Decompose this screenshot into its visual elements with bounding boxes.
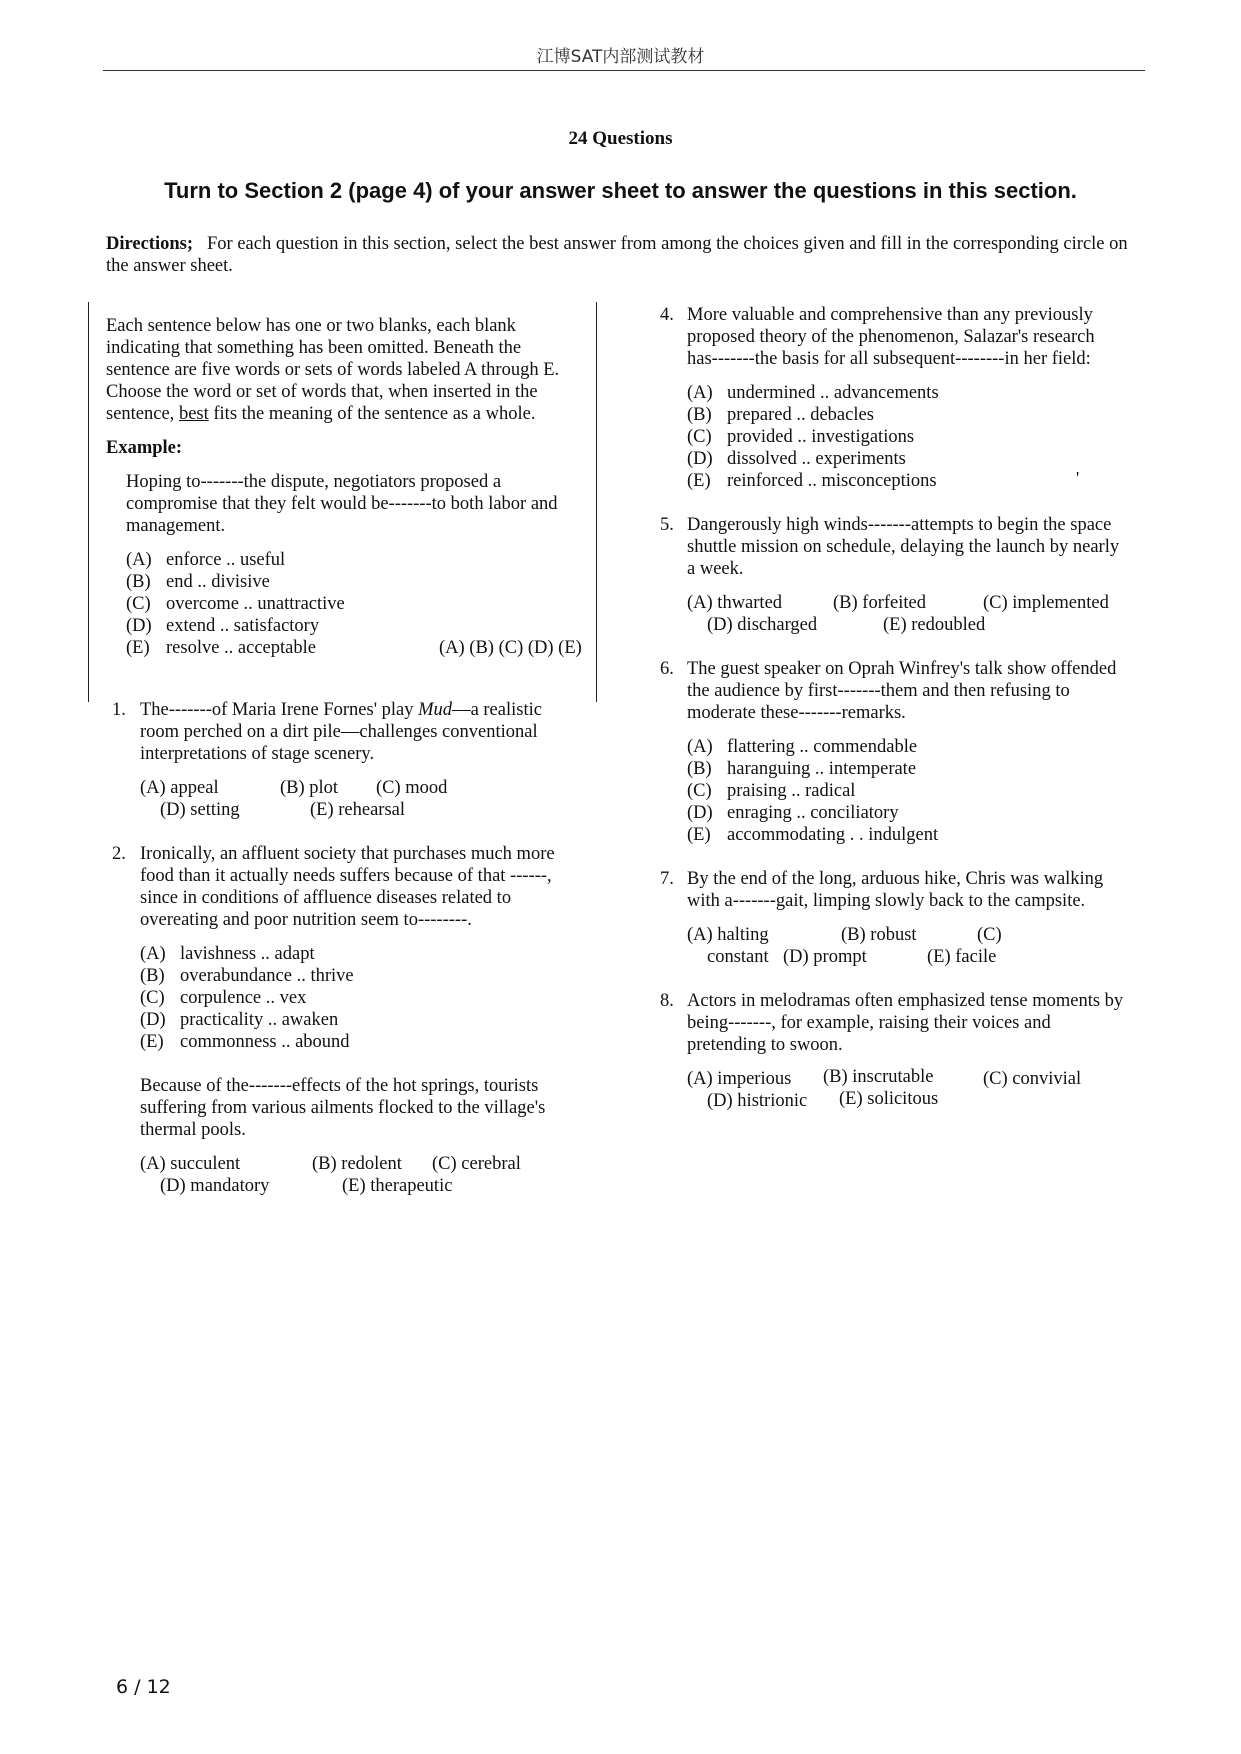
- choice: (C) provided .. investigations: [687, 427, 915, 447]
- choice: (A) flattering .. commendable: [687, 737, 918, 757]
- choice-b: (B) robust: [841, 925, 917, 945]
- section-instruction: Turn to Section 2 (page 4) of your answer sheet to answer the questions in this section.: [164, 178, 1077, 203]
- question-7: 7. By the end of the long, arduous hike, Chris was walking with a-------gait, limping slowly back to the campsite. (A) halting (B) robust (C) constant (D) prompt (E) facile: [660, 868, 1130, 968]
- choice-b: (B) forfeited: [833, 593, 926, 613]
- question-5: 5. Dangerously high winds-------attempts to begin the space shuttle mission on schedule, delaying the launch by nearly a week. (A) thwarted (B) forfeited (C) implemented (D) discharged (E) redoubled: [660, 514, 1130, 636]
- right-column: [660, 304, 1130, 1134]
- stray-mark: ': [1076, 468, 1080, 488]
- question-count: 24 Questions: [568, 128, 673, 149]
- column-divider: [596, 302, 597, 702]
- choice-d: (D) histrionic: [707, 1091, 808, 1111]
- choice-a: (A) halting: [687, 925, 769, 945]
- choice-c: (C) implemented: [983, 593, 1109, 613]
- choice-a: (A) appeal: [140, 778, 219, 798]
- choice-c: (C) convivial: [983, 1069, 1082, 1089]
- choice-b: (B) redolent: [312, 1154, 402, 1174]
- choice: (B) haranguing .. intemperate: [687, 759, 917, 779]
- choice: (A) lavishness .. adapt: [140, 944, 315, 964]
- directions-label: Directions;: [106, 234, 193, 254]
- intro-paragraph: Each sentence below has one or two blanks, each blank indicating that something has been omitted. Beneath the sentence are five words or sets of words labeled A through E. Choose the word or set of words that, when inserted in the sentence, best fits the meaning of the sentence as a whole.: [106, 316, 560, 424]
- choice-b: (B) plot: [280, 778, 339, 798]
- page-header: 江博SAT内部测试教材: [536, 47, 705, 67]
- example-option: (C) overcome .. unattractive: [126, 594, 345, 614]
- choice: (B) prepared .. debacles: [687, 405, 874, 425]
- answer-choices: [140, 1153, 576, 1197]
- left-column: [106, 315, 582, 1219]
- example-label: Example:: [106, 438, 183, 458]
- choice: (D) practicality .. awaken: [140, 1010, 339, 1030]
- header-rule: [103, 70, 1145, 71]
- example-stem: Hoping to-------the dispute, negotiators proposed a compromise that they felt would be-------to both labor and management.: [126, 472, 558, 536]
- answer-choices: [687, 1068, 1130, 1112]
- question-stem: The guest speaker on Oprah Winfrey's talk show offended the audience by first-------them and then refusing to moderate these-------remarks.: [687, 659, 1117, 723]
- answer-choices: [687, 924, 1130, 968]
- choice: (E) accommodating . . indulgent: [687, 825, 939, 845]
- choice: (E) commonness .. abound: [140, 1032, 350, 1052]
- answer-choices: [140, 777, 576, 821]
- question-2: 2. Ironically, an affluent society that purchases much more food than it actually needs suffers because of that ------, since in conditions of affluence diseases related to overeating and poor nutrition seem to--------. (A) lavishness .. adapt (B) overabundance .. thrive (C) corpulence .. vex (D) practicality .. awaken (E) commonness .. abound: [106, 843, 576, 1053]
- choice-d: (D) prompt: [783, 947, 867, 967]
- choice: (C) praising .. radical: [687, 781, 856, 801]
- choice-e: (E) facile: [927, 947, 997, 967]
- choice-d: (D) discharged: [707, 615, 818, 635]
- example-option: (D) extend .. satisfactory: [126, 616, 320, 636]
- choice-e: (E) rehearsal: [310, 800, 406, 820]
- example-option: (E) resolve .. acceptable (A) (B) (C) (D) (E): [126, 638, 582, 658]
- question-4: 4. More valuable and comprehensive than any previously proposed theory of the phenomenon, Salazar's research has-------the basis for all subsequent--------in her field: (A) undermined .. advancements (B) prepared .. debacles (C) provided .. investigations (D) dissolved .. experiments (E) reinforced .. misconceptions: [660, 304, 1130, 492]
- choice-d: (D) setting: [160, 800, 240, 820]
- choice-b: (B) inscrutable: [823, 1067, 934, 1087]
- choice-e: (E) solicitous: [839, 1089, 939, 1109]
- choice-a: (A) thwarted: [687, 593, 783, 613]
- question-8: 8. Actors in melodramas often emphasized tense moments by being-------, for example, raising their voices and pretending to swoon. (A) imperious (B) inscrutable (C) convivial (D) histrionic (E) solicitous: [660, 990, 1130, 1112]
- choice-c-text: constant: [707, 947, 769, 967]
- choice-d: (D) mandatory: [160, 1176, 270, 1196]
- question-3: [106, 1075, 576, 1197]
- left-box-rule: [88, 302, 89, 702]
- choice-c: (C) cerebral: [432, 1154, 521, 1174]
- answer-choices: [687, 592, 1130, 636]
- choice-c: (C) mood: [376, 778, 448, 798]
- choice: (D) dissolved .. experiments: [687, 449, 906, 469]
- question-stem: Because of the-------effects of the hot springs, tourists suffering from various ailments flocked to the village's thermal pools.: [140, 1076, 546, 1140]
- directions: [106, 233, 1146, 277]
- example-block: [106, 471, 582, 659]
- choice: (C) corpulence .. vex: [140, 988, 307, 1008]
- underlined-best: best: [178, 404, 209, 424]
- example-option: (A) enforce .. useful: [126, 550, 286, 570]
- question-1: 1. The-------of Maria Irene Fornes' play Mud—a realistic room perched on a dirt pile—challenges conventional interpretations of stage scenery. (A) appeal (B) plot (C) mood (D) setting (E) rehearsal: [106, 699, 576, 821]
- question-stem: Ironically, an affluent society that purchases much more food than it actually needs suffers because of that ------, since in conditions of affluence diseases related to overeating and poor nutrition seem to--------.: [140, 844, 555, 930]
- choice-a: (A) succulent: [140, 1154, 241, 1174]
- question-stem: More valuable and comprehensive than any previously proposed theory of the phenomenon, Salazar's research has-------the basis for all subsequent--------in her field:: [687, 305, 1095, 369]
- choice-c: (C): [977, 925, 1002, 945]
- choice-e: (E) therapeutic: [342, 1176, 453, 1196]
- choice: (E) reinforced .. misconceptions: [687, 471, 937, 491]
- question-stem: The-------of Maria Irene Fornes' play Mud—a realistic room perched on a dirt pile—challenges conventional interpretations of stage scenery.: [140, 700, 542, 764]
- question-6: 6. The guest speaker on Oprah Winfrey's talk show offended the audience by first-------them and then refusing to moderate these-------remarks. (A) flattering .. commendable (B) haranguing .. intemperate (C) praising .. radical (D) enraging .. conciliatory (E) accommodating . . indulgent: [660, 658, 1130, 846]
- choice: (A) undermined .. advancements: [687, 383, 939, 403]
- example-option: (B) end .. divisive: [126, 572, 270, 592]
- question-stem: Actors in melodramas often emphasized tense moments by being-------, for example, raising their voices and pretending to swoon.: [687, 991, 1124, 1055]
- choice-a: (A) imperious: [687, 1069, 792, 1089]
- choice: (D) enraging .. conciliatory: [687, 803, 899, 823]
- directions-text: For each question in this section, select the best answer from among the choices given and fill in the corresponding circle on the answer sheet.: [106, 234, 1128, 276]
- choice: (B) overabundance .. thrive: [140, 966, 354, 986]
- example-answer-circles: (A) (B) (C) (D) (E): [439, 638, 582, 658]
- question-stem: By the end of the long, arduous hike, Chris was walking with a-------gait, limping slowly back to the campsite.: [687, 869, 1104, 911]
- page-number: 6 / 12: [116, 1676, 171, 1698]
- choice-e: (E) redoubled: [883, 615, 986, 635]
- question-stem: Dangerously high winds-------attempts to begin the space shuttle mission on schedule, delaying the launch by nearly a week.: [687, 515, 1120, 579]
